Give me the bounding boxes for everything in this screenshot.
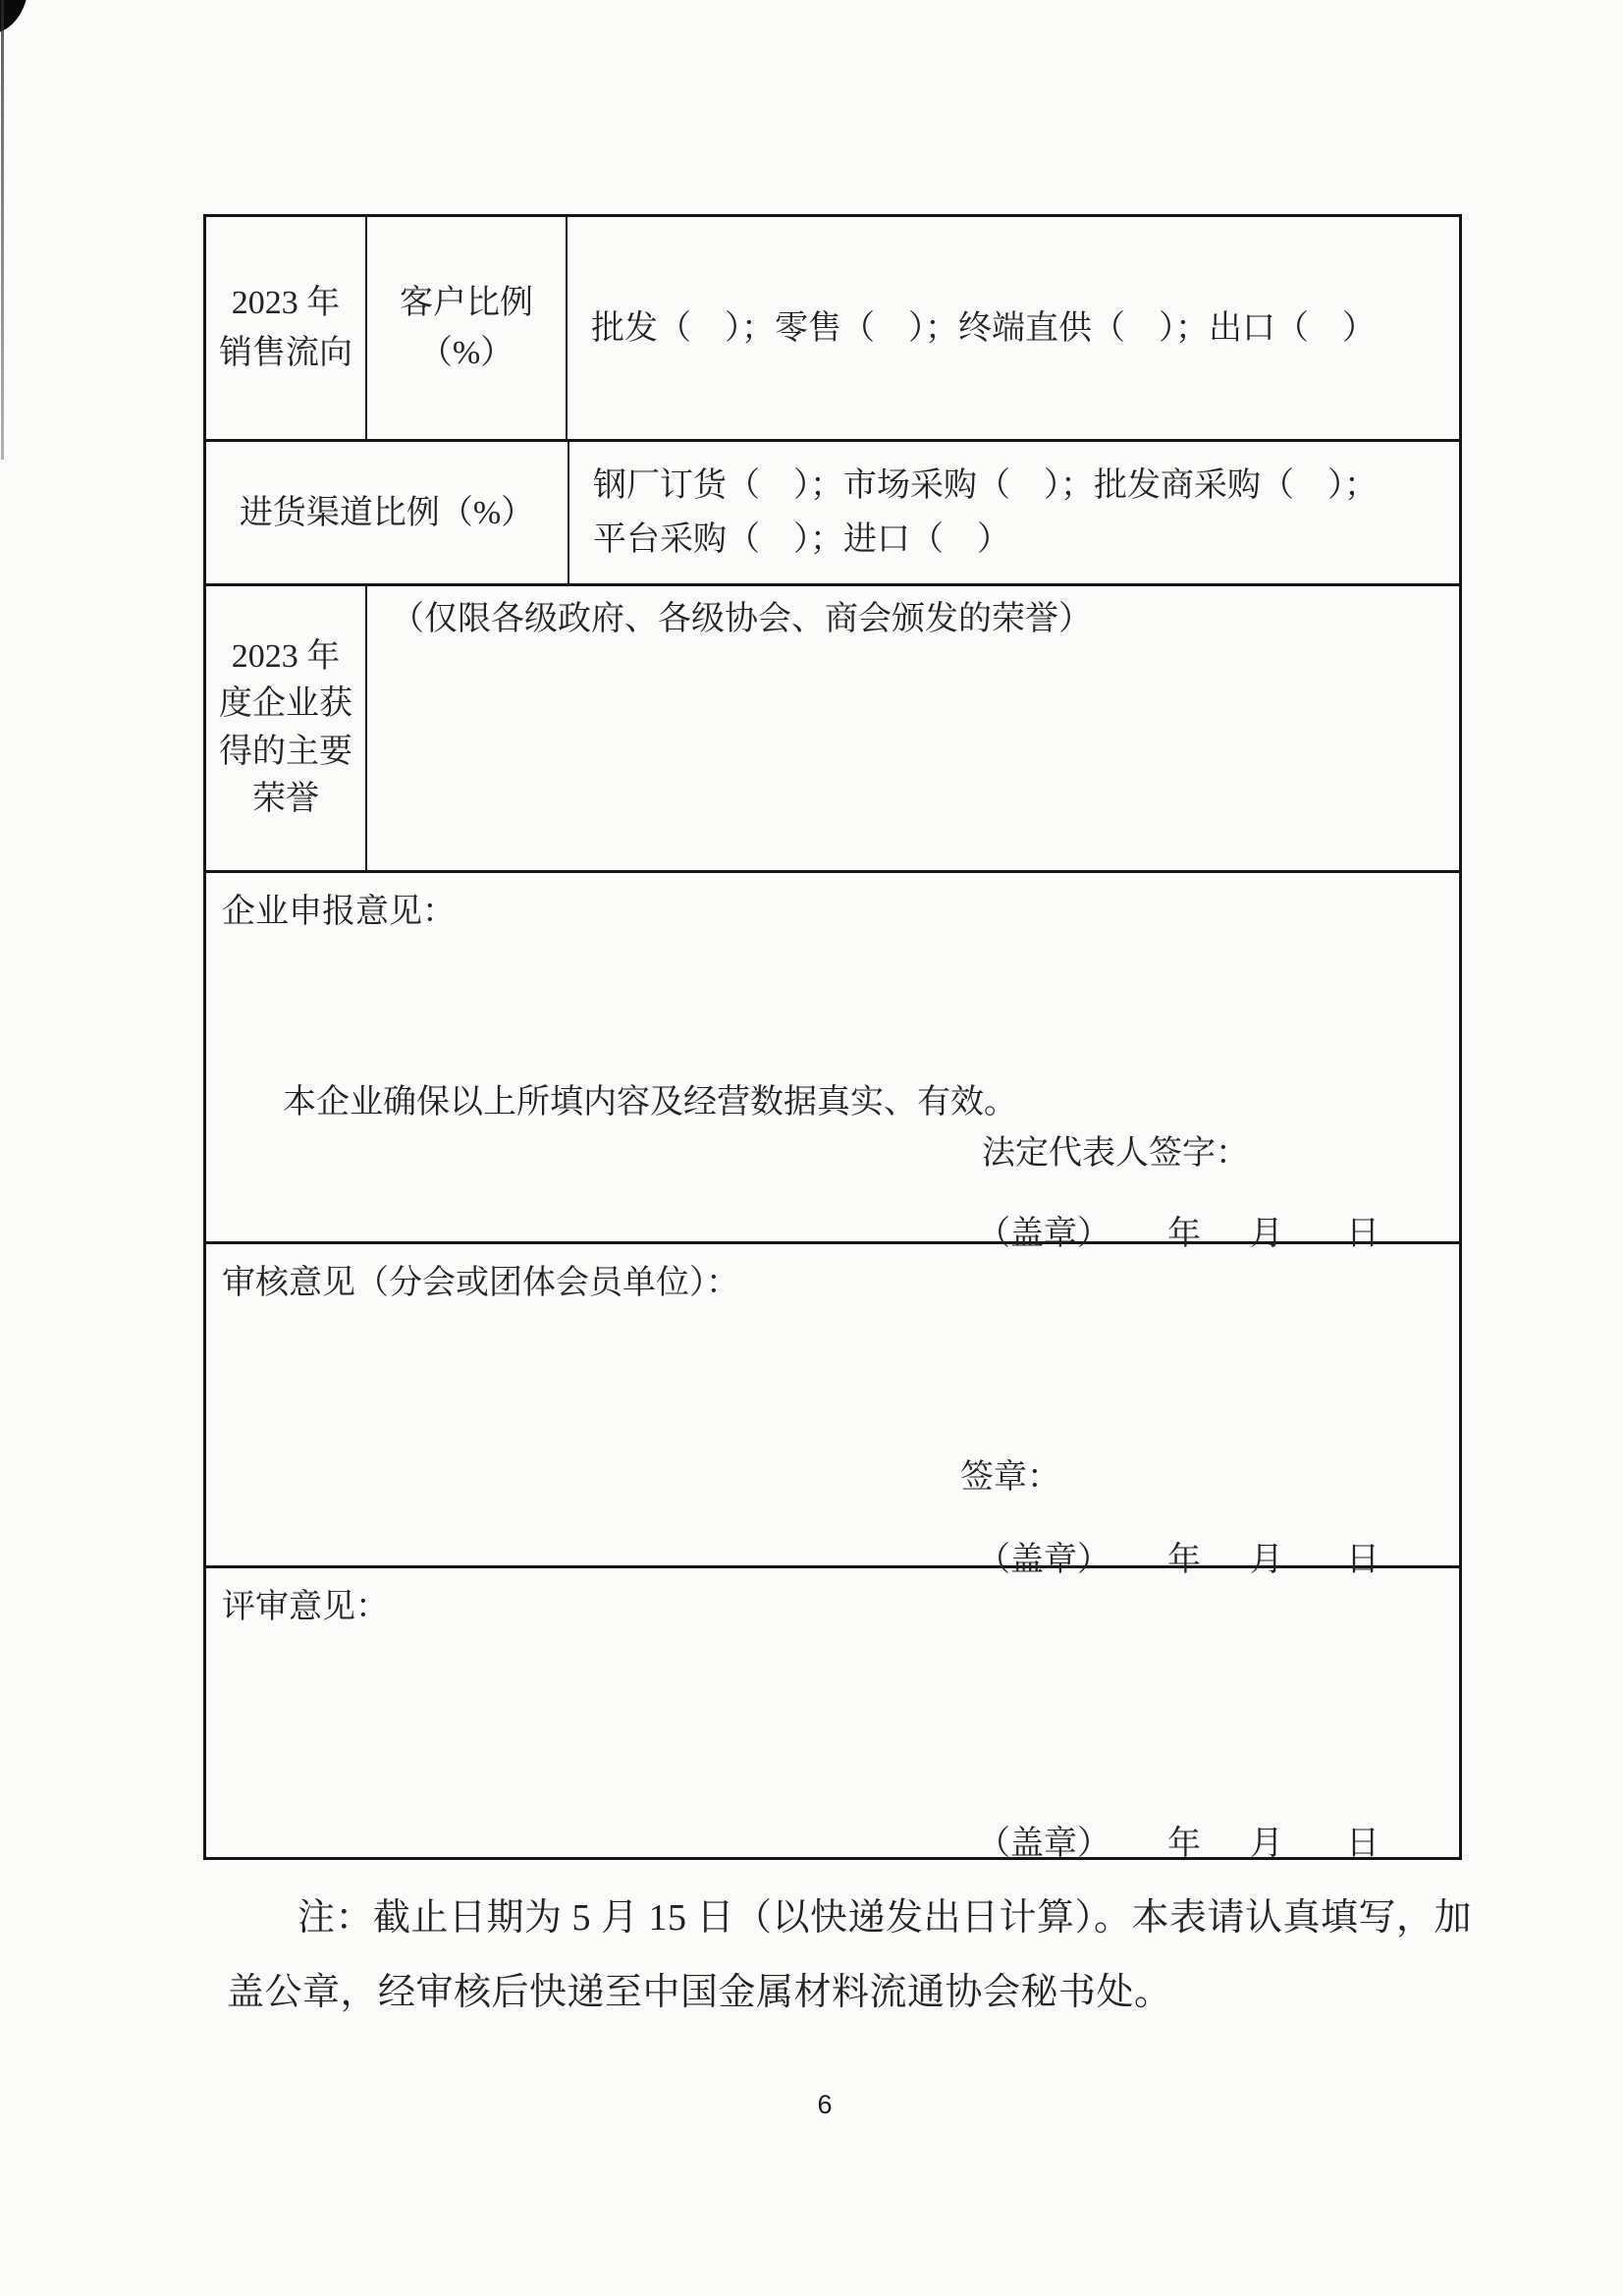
scan-corner-artifact xyxy=(0,0,27,37)
sales-flow-label-line2: 销售流向 xyxy=(219,335,352,371)
cell-customer-ratio-label xyxy=(367,217,568,439)
review-signature-label: 签章： xyxy=(960,1459,1060,1496)
membership-application-table xyxy=(203,214,1462,1860)
sales-flow-label-line1: 2023 年 xyxy=(231,285,341,321)
honors-label-line2: 度企业获 xyxy=(219,685,352,723)
procurement-options-line2: 平台采购（ ）；进口（ ） xyxy=(593,521,1010,558)
cell-customer-ratio-options xyxy=(568,217,1459,439)
legal-representative-signature-label: 法定代表人签字： xyxy=(982,1135,1249,1172)
procurement-label-text: 进货渠道比例（%） xyxy=(239,494,535,531)
footer-note-line2: 盖公章，经审核后快递至中国金属材料流通协会秘书处。 xyxy=(227,1972,1172,2013)
declaration-label: 企业申报意见： xyxy=(222,894,456,930)
row-evaluation-opinion xyxy=(206,1568,1459,1862)
honors-label-line1: 2023 年 xyxy=(231,637,341,675)
row-declaration-opinion xyxy=(206,873,1459,1252)
seal-label: （盖章） xyxy=(977,1542,1110,1578)
declaration-pledge-text: 本企业确保以上所填内容及经营数据真实、有效。 xyxy=(283,1084,1017,1121)
cell-sales-flow-label xyxy=(206,217,367,439)
date-year-label: 年 xyxy=(1167,1826,1201,1862)
cell-honors-label xyxy=(206,586,367,870)
customer-ratio-options-text: 批发（ ）；零售（ ）；终端直供（ ）；出口（ ） xyxy=(591,309,1376,347)
evaluation-seal-date-line xyxy=(977,1819,1380,1869)
date-month-label: 月 xyxy=(1250,1826,1283,1862)
cell-procurement-options xyxy=(569,442,1459,583)
evaluation-label: 评审意见： xyxy=(222,1589,389,1625)
page-number: 6 xyxy=(817,2090,833,2119)
date-month-label: 月 xyxy=(1250,1216,1283,1252)
date-day-label: 日 xyxy=(1346,1216,1380,1252)
customer-ratio-label-line2: （%） xyxy=(418,335,514,371)
seal-label: （盖章） xyxy=(977,1216,1110,1252)
row-sales-flow xyxy=(206,217,1459,442)
scan-edge-artifact xyxy=(1,0,4,460)
review-label: 审核意见（分会或团体会员单位）： xyxy=(222,1265,739,1301)
procurement-options-line1: 钢厂订货（ ）；市场采购（ ）；批发商采购（ ）； xyxy=(593,466,1378,504)
date-day-label: 日 xyxy=(1346,1826,1380,1862)
honors-restriction-note: （仅限各级政府、各级协会、商会颁发的荣誉） xyxy=(391,601,1092,637)
row-review-opinion xyxy=(206,1244,1459,1578)
cell-procurement-label xyxy=(206,442,569,583)
honors-label-line4: 荣誉 xyxy=(252,780,319,817)
date-year-label: 年 xyxy=(1167,1542,1201,1578)
honors-label-line3: 得的主要 xyxy=(219,733,352,770)
footer-note-line1: 注：截止日期为 5 月 15 日（以快递发出日计算）。本表请认真填写，加 xyxy=(298,1897,1473,1939)
date-day-label: 日 xyxy=(1346,1542,1380,1578)
seal-label: （盖章） xyxy=(977,1826,1110,1862)
row-procurement-ratio xyxy=(206,442,1459,586)
customer-ratio-label-line1: 客户比例 xyxy=(400,285,533,321)
cell-honors-content xyxy=(367,586,1459,870)
row-honors xyxy=(206,586,1459,873)
date-month-label: 月 xyxy=(1250,1542,1283,1578)
date-year-label: 年 xyxy=(1167,1216,1201,1252)
